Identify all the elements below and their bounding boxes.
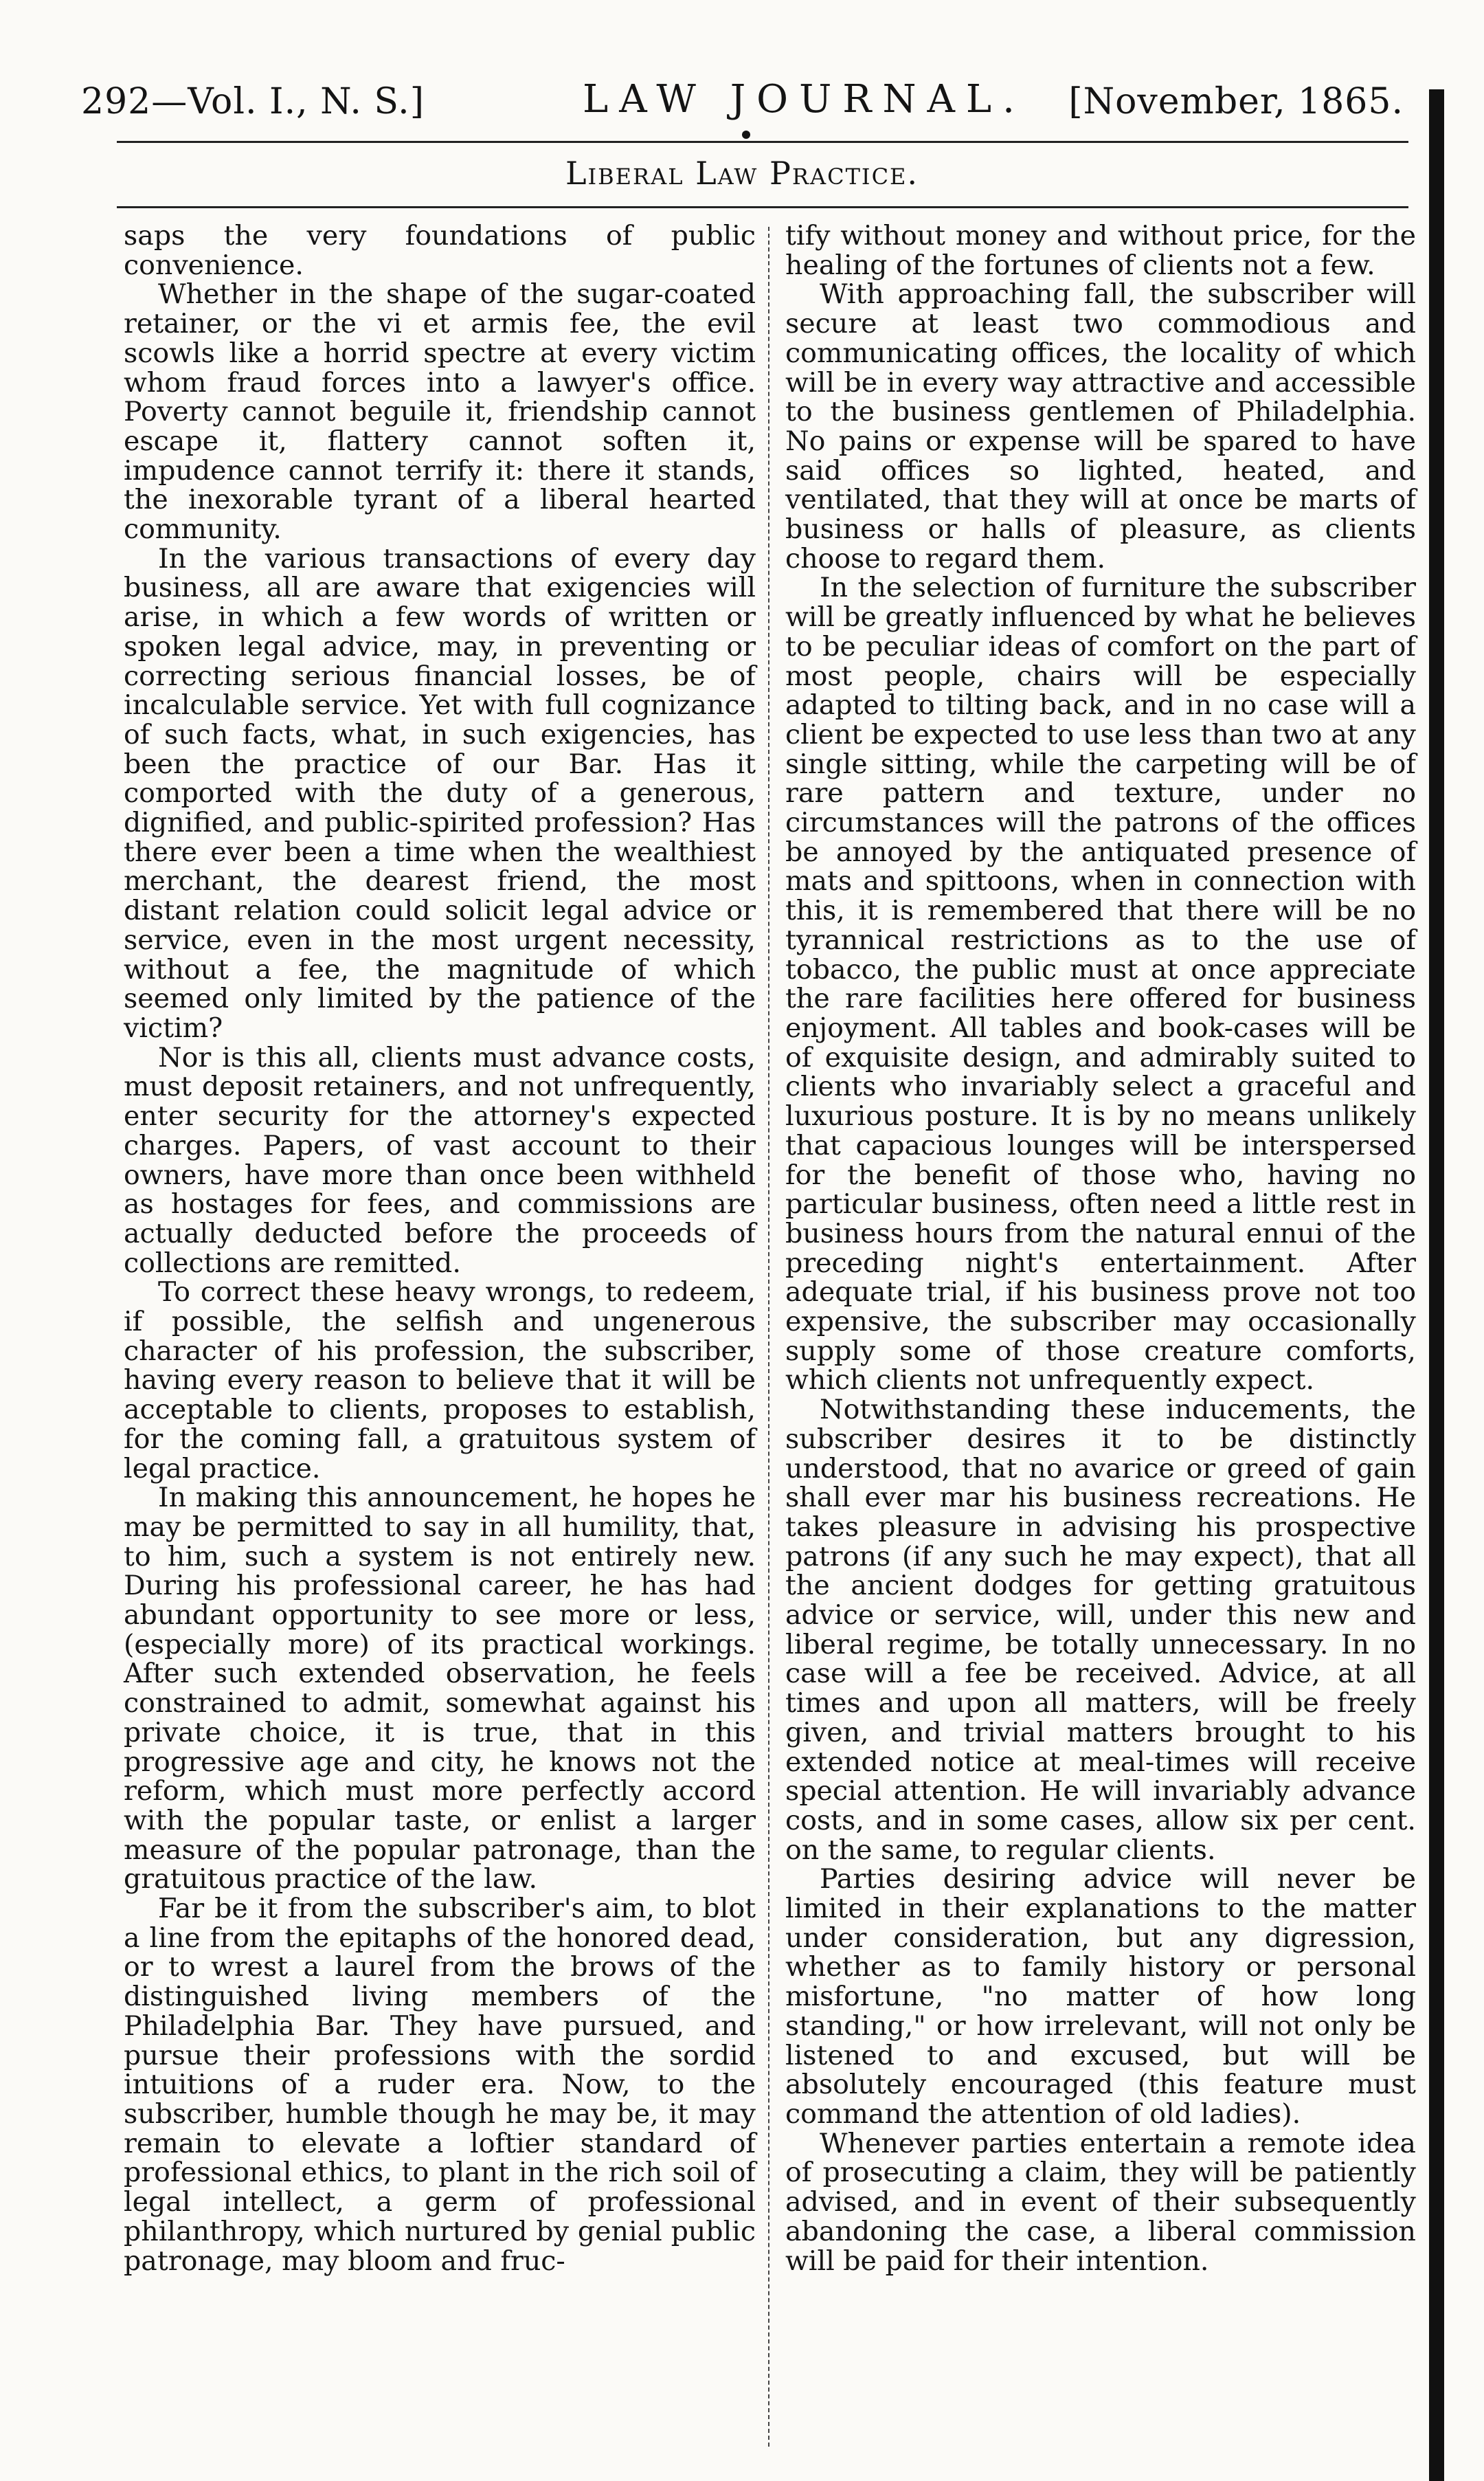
paragraph: In making this announcement, he hopes he may be permitted to say in all humility, that, to him, such a system is not entirely new. During his professional career, he has had abundant opportunity to see more or less, (especially more) of its practical workings. After such extended observation, he feels constrained to admit, somewhat against his private choice, it is true, that in this progressive age and city, he knows not the reform, which must more perfectly accord with the popular taste, or enlist a larger measure of the popular patronage, than the gratuitous practice of the law. xyxy=(124,1482,756,1895)
paragraph: In the selection of furniture the subscriber will be greatly influenced by what he believes to be peculiar ideas of comfort on the part of most people, chairs will be especially adapted to tilting back, and in no case will a client be expected to use less than two at any single sitting, while the carpeting will be of rare pattern and texture, under no circumstances will the patrons of the offices be annoyed by the antiquated presence of mats and spittoons, when in connection with this, it is remembered that there will be no tyrannical restrictions as to the use of tobacco, the public must at once appreciate the rare facilities here offered for business enjoyment. All tables and book-cases will be of exquisite design, and admirably suited to clients who invariably select a graceful and luxurious posture. It is by no means unlikely that capacious lounges will be interspersed for the benefit of those who, having no particular business, often need a little rest in business hours from the natural ennui of the preceding night's entertainment. After adequate trial, if his business prove not too expensive, the subscriber may occasionally supply some of those creature comforts, which clients not unfrequently expect. xyxy=(785,572,1416,1397)
header-rule xyxy=(117,141,1408,143)
paragraph: saps the very foundations of public convenience. xyxy=(124,220,756,281)
running-head xyxy=(81,67,1404,129)
paragraph: With approaching fall, the subscriber will secure at least two commodious and communicating offices, the locality of which will be in every way attractive and accessible to the business gentlemen of Philadelphia. No pains or expense will be spared to have said offices so lighted, heated, and ventilated, that they will at once be marts of business or halls of pleasure, as clients choose to regard them. xyxy=(785,278,1416,575)
section-title: Liberal Law Practice. xyxy=(565,155,919,192)
journal-title: LAW JOURNAL. xyxy=(583,77,1026,122)
paragraph: Notwithstanding these inducements, the subscriber desires it to be distinctly understood, that no avarice or greed of gain shall ever mar his business recreations. He takes pleasure in advising his prospective patrons (if any such he may expect), that all the ancient dodges for getting gratuitous advice or service, will, under this new and liberal regime, be totally unnecessary. In no case will a fee be received. Advice, at all times and upon all matters, will be freely given, and trivial matters brought to his extended notice at meal-times will receive special attention. He will invariably advance costs, and in some cases, allow six per cent. on the same, to regular clients. xyxy=(785,1394,1416,1866)
paragraph: Nor is this all, clients must advance costs, must deposit retainers, and not unfrequently, enter security for the attorney's expected charges. Papers, of vast account to their owners, have more than once been withheld as hostages for fees, and commissions are actually deducted before the proceeds of collections are remitted. xyxy=(124,1041,756,1279)
scan-edge-shadow xyxy=(1429,89,1444,2481)
column-divider xyxy=(768,227,769,2447)
title-rule xyxy=(117,206,1408,208)
paragraph: Whether in the shape of the sugar-coated retainer, or the vi et armis fee, the evil scowls like a horrid spectre at every victim whom fraud forces into a lawyer's office. Poverty cannot beguile it, friendship cannot escape it, flattery cannot soften it, impudence cannot terrify it: there it stands, the inexorable tyrant of a liberal hearted community. xyxy=(124,278,756,546)
right-column xyxy=(785,221,1416,2276)
issue-date: [November, 1865. xyxy=(1068,81,1404,122)
page-folio: 292—Vol. I., N. S.] xyxy=(81,81,425,122)
paragraph: Parties desiring advice will never be limited in their explanations to the matter under consideration, but any digression, whether as to family history or personal misfortune, "no matter of how long standing," or how irrelevant, will not only be listened to and excused, but will be absolutely encouraged (this feature must command the attention of old ladies). xyxy=(785,1863,1416,2130)
paragraph: To correct these heavy wrongs, to redeem, if possible, the selfish and ungenerous character of his profession, the subscriber, having every reason to believe that it will be acceptable to clients, proposes to establish, for the coming fall, a gratuitous system of legal practice. xyxy=(124,1276,756,1484)
left-column xyxy=(124,221,756,2276)
paragraph: In the various transactions of every day business, all are aware that exigencies will arise, in which a few words of written or spoken legal advice, may, in preventing or correcting serious financial losses, be of incalculable service. Yet with full cognizance of such facts, what, in such exigencies, has been the practice of our Bar. Has it comported with the duty of a generous, dignified, and public-spirited profession? Has there ever been a time when the wealthiest merchant, the dearest friend, the most distant relation could solicit legal advice or service, even in the most urgent necessity, without a fee, the magnitude of which seemed only limited by the patience of the victim? xyxy=(124,542,756,1044)
paragraph: Far be it from the subscriber's aim, to blot a line from the epitaphs of the honored dead, or to wrest a laurel from the brows of the distinguished living members of the Philadelphia Bar. They have pursued, and pursue their professions with the sordid intuitions of a ruder era. Now, to the subscriber, humble though he may be, it may remain to elevate a loftier standard of professional ethics, to plant in the rich soil of legal intellect, a germ of professional philanthropy, which nurtured by genial public patronage, may bloom and fruc- xyxy=(124,1893,756,2277)
ornament-dot xyxy=(742,131,750,139)
paragraph: tify without money and without price, for the healing of the fortunes of clients not a few. xyxy=(785,220,1416,281)
paragraph: Whenever parties entertain a remote idea of prosecuting a claim, they will be patiently advised, and in event of their subsequently abandoning the case, a liberal commission will be paid for their intention. xyxy=(785,2127,1416,2277)
